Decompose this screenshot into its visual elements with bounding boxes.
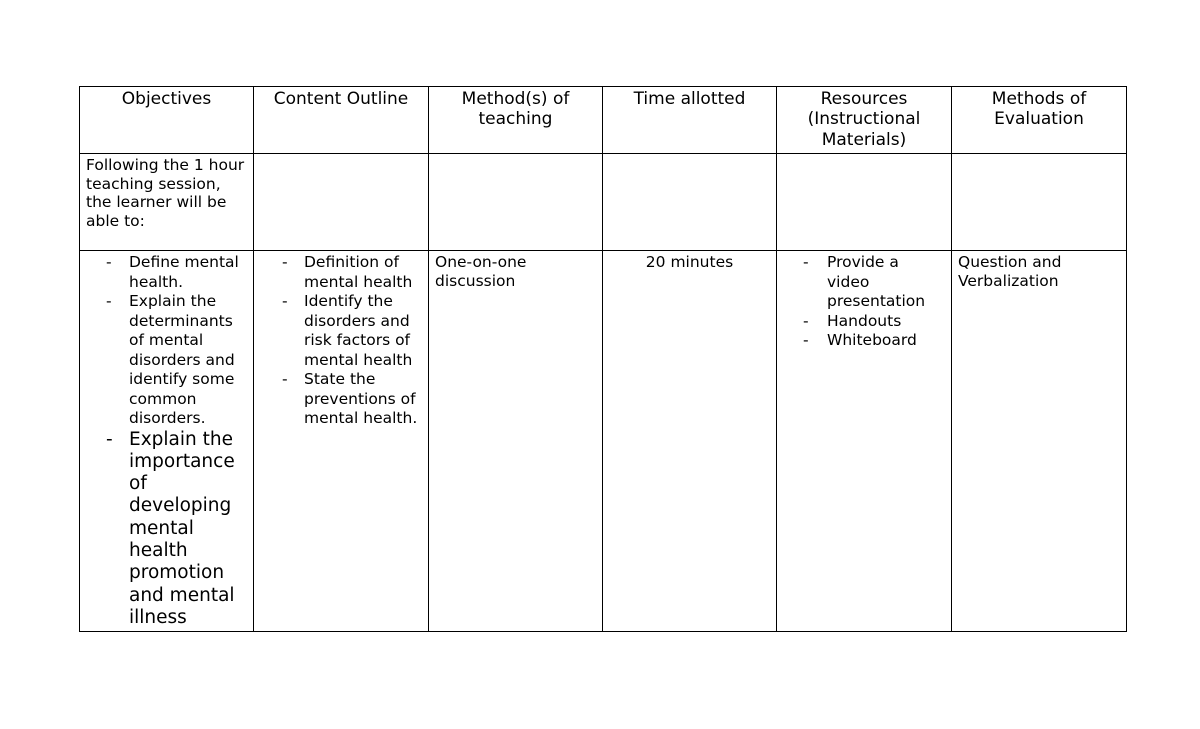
objectives-list [86, 253, 247, 629]
objectives-cell [80, 251, 254, 632]
method-cell [429, 251, 603, 632]
objective-item: - Explain the importance of developing mental health promotion and mental illness [86, 429, 247, 630]
content-row [80, 251, 1127, 632]
resource-item: - Whiteboard [783, 331, 945, 351]
empty-cell [429, 154, 603, 251]
header-resources: Resources (Instructional Materials) [777, 87, 952, 154]
teaching-plan-table [79, 86, 1127, 632]
header-objectives: Objectives [80, 87, 254, 154]
empty-cell [777, 154, 952, 251]
resource-item: - Handouts [783, 312, 945, 332]
empty-cell [254, 154, 429, 251]
header-content-outline: Content Outline [254, 87, 429, 154]
objective-item: - Explain the determinants of mental disorders and identify some common disorders. [86, 292, 247, 429]
time-cell [603, 251, 777, 632]
content-item: - State the preventions of mental health. [260, 370, 422, 429]
evaluation-cell [952, 251, 1127, 632]
intro-text: Following the 1 hour teaching session, the learner will be able to: [80, 154, 254, 251]
content-item: - Identify the disorders and risk factors of mental health [260, 292, 422, 370]
intro-row [80, 154, 1127, 251]
header-methods-of-evaluation: Methods of Evaluation [952, 87, 1127, 154]
header-methods-of-teaching: Method(s) of teaching [429, 87, 603, 154]
resource-item: - Provide a video presentation [783, 253, 945, 312]
empty-cell [952, 154, 1127, 251]
header-row [80, 87, 1127, 154]
evaluation-text: Question and Verbalization [958, 253, 1062, 290]
content-outline-list [260, 253, 422, 429]
objective-item: - Define mental health. [86, 253, 247, 292]
header-time-allotted: Time allotted [603, 87, 777, 154]
content-outline-cell [254, 251, 429, 632]
resources-list [783, 253, 945, 351]
content-item: - Definition of mental health [260, 253, 422, 292]
time-text: 20 minutes [645, 253, 734, 271]
method-text: One-on-one discussion [435, 253, 527, 290]
resources-cell [777, 251, 952, 632]
empty-cell [603, 154, 777, 251]
